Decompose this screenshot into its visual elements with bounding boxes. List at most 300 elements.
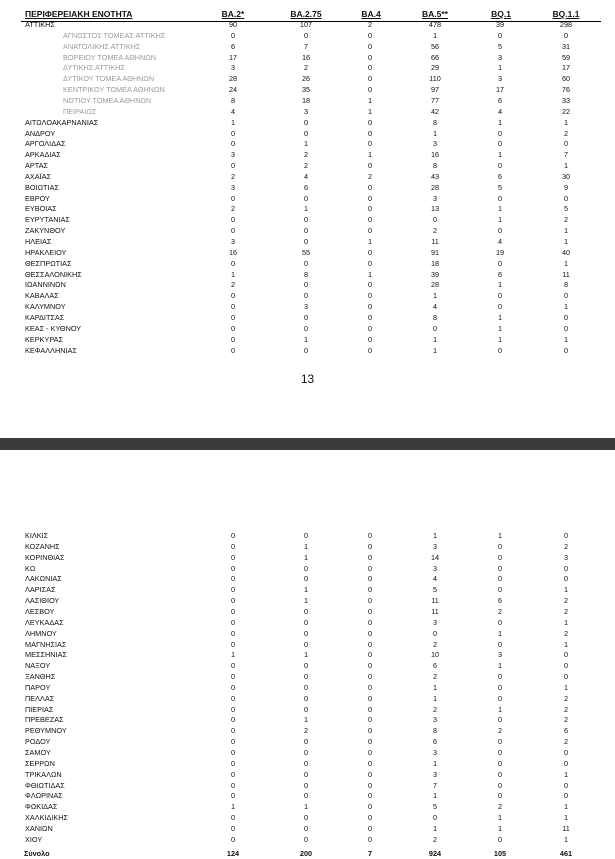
cell-value: 4 bbox=[497, 237, 503, 246]
region-name: ΠΑΡΟΥ bbox=[25, 682, 51, 692]
cell-value: 5 bbox=[432, 585, 438, 595]
cell-value: 0 bbox=[230, 737, 236, 747]
region-name: ΒΟΡΕΙΟΥ ΤΟΜΕΑ ΑΘΗΝΩΝ bbox=[63, 52, 157, 62]
table-row bbox=[0, 335, 615, 346]
cell-value: 0 bbox=[230, 128, 236, 138]
table-row bbox=[0, 585, 615, 596]
cell-value: 0 bbox=[367, 563, 373, 573]
cell-value: 0 bbox=[367, 182, 373, 192]
cell-value: 0 bbox=[230, 715, 236, 725]
cell-value: 1 bbox=[563, 617, 569, 627]
cell-value: 0 bbox=[230, 574, 236, 584]
cell-value: 0 bbox=[367, 139, 373, 149]
table-row bbox=[0, 129, 615, 140]
table-row bbox=[0, 302, 615, 313]
table-row bbox=[0, 824, 615, 835]
cell-value: 1 bbox=[497, 63, 503, 73]
region-name: ΛΕΣΒΟΥ bbox=[25, 606, 55, 616]
cell-value: 1 bbox=[303, 596, 309, 606]
table-row bbox=[0, 215, 615, 226]
region-name: ΛΑΣΙΘΙΟΥ bbox=[25, 596, 60, 606]
total-value: 7 bbox=[367, 848, 373, 858]
cell-value: 77 bbox=[430, 95, 440, 105]
cell-value: 0 bbox=[367, 780, 373, 790]
region-name: ΦΛΩΡΙΝΑΣ bbox=[25, 791, 63, 801]
cell-value: 2 bbox=[563, 704, 569, 714]
table-row bbox=[0, 96, 615, 107]
cell-value: 66 bbox=[430, 52, 440, 62]
page-number: 13 bbox=[300, 372, 315, 386]
cell-value: 0 bbox=[230, 291, 236, 301]
region-name: ΚΙΛΚΙΣ bbox=[25, 531, 49, 540]
cell-value: 1 bbox=[497, 150, 503, 160]
cell-value: 0 bbox=[497, 258, 503, 268]
cell-value: 1 bbox=[303, 334, 309, 344]
cell-value: 14 bbox=[430, 552, 440, 562]
region-name: ΜΕΣΣΗΝΙΑΣ bbox=[25, 650, 67, 660]
cell-value: 2 bbox=[563, 628, 569, 638]
cell-value: 3 bbox=[432, 769, 438, 779]
table-row bbox=[0, 672, 615, 683]
cell-value: 19 bbox=[495, 247, 505, 257]
cell-value: 0 bbox=[367, 606, 373, 616]
table-row bbox=[0, 280, 615, 291]
cell-value: 1 bbox=[230, 117, 236, 127]
cell-value: 0 bbox=[367, 661, 373, 671]
region-name: ΦΩΚΙΔΑΣ bbox=[25, 802, 58, 812]
cell-value: 0 bbox=[497, 737, 503, 747]
cell-value: 2 bbox=[432, 639, 438, 649]
cell-value: 1 bbox=[367, 150, 373, 160]
cell-value: 0 bbox=[367, 247, 373, 257]
cell-value: 0 bbox=[563, 563, 569, 573]
table-row bbox=[0, 650, 615, 661]
cell-value: 0 bbox=[230, 139, 236, 149]
cell-value: 0 bbox=[303, 704, 309, 714]
cell-value: 2 bbox=[563, 215, 569, 225]
cell-value: 0 bbox=[563, 748, 569, 757]
cell-value: 3 bbox=[497, 650, 503, 660]
table-row bbox=[0, 715, 615, 726]
cell-value: 90 bbox=[228, 20, 238, 29]
cell-value: 0 bbox=[497, 672, 503, 682]
table-row bbox=[0, 596, 615, 607]
cell-value: 0 bbox=[367, 672, 373, 682]
cell-value: 0 bbox=[497, 541, 503, 551]
cell-value: 0 bbox=[367, 585, 373, 595]
cell-value: 2 bbox=[230, 204, 236, 214]
cell-value: 1 bbox=[497, 823, 503, 833]
header-col-ba5: BA.5** bbox=[422, 9, 448, 19]
cell-value: 0 bbox=[563, 30, 569, 40]
cell-value: 0 bbox=[303, 661, 309, 671]
cell-value: 3 bbox=[432, 139, 438, 149]
cell-value: 1 bbox=[563, 334, 569, 344]
cell-value: 2 bbox=[432, 834, 438, 844]
cell-value: 0 bbox=[563, 193, 569, 203]
cell-value: 1 bbox=[563, 834, 569, 844]
cell-value: 2 bbox=[563, 693, 569, 703]
table-row bbox=[0, 683, 615, 694]
region-name: ΚΕΝΤΡΙΚΟΥ ΤΟΜΕΑ ΑΘΗΝΩΝ bbox=[63, 85, 165, 95]
cell-value: 0 bbox=[367, 541, 373, 551]
cell-value: 35 bbox=[301, 85, 311, 95]
cell-value: 0 bbox=[367, 63, 373, 73]
cell-value: 28 bbox=[430, 280, 440, 290]
cell-value: 0 bbox=[230, 823, 236, 833]
cell-value: 0 bbox=[497, 693, 503, 703]
region-name: ΠΙΕΡΙΑΣ bbox=[25, 704, 54, 714]
cell-value: 6 bbox=[432, 737, 438, 747]
table-row bbox=[0, 802, 615, 813]
region-name: ΕΥΡΥΤΑΝΙΑΣ bbox=[25, 215, 70, 225]
cell-value: 3 bbox=[432, 541, 438, 551]
region-name: ΘΕΣΣΑΛΟΝΙΚΗΣ bbox=[25, 269, 82, 279]
cell-value: 0 bbox=[367, 737, 373, 747]
cell-value: 1 bbox=[563, 237, 569, 246]
cell-value: 0 bbox=[367, 726, 373, 736]
cell-value: 0 bbox=[367, 85, 373, 95]
cell-value: 0 bbox=[563, 791, 569, 801]
cell-value: 1 bbox=[497, 323, 503, 333]
total-value: 200 bbox=[299, 848, 313, 858]
region-name: ΧΙΟΥ bbox=[25, 834, 43, 844]
cell-value: 0 bbox=[497, 639, 503, 649]
cell-value: 0 bbox=[303, 628, 309, 638]
cell-value: 6 bbox=[497, 269, 503, 279]
cell-value: 1 bbox=[303, 715, 309, 725]
cell-value: 2 bbox=[563, 737, 569, 747]
cell-value: 0 bbox=[303, 345, 309, 355]
cell-value: 0 bbox=[230, 834, 236, 844]
cell-value: 30 bbox=[561, 171, 571, 181]
cell-value: 0 bbox=[367, 628, 373, 638]
cell-value: 0 bbox=[497, 345, 503, 355]
cell-value: 0 bbox=[367, 193, 373, 203]
cell-value: 2 bbox=[432, 704, 438, 714]
region-name: ΔΥΤΙΚΗΣ ΑΤΤΙΚΗΣ bbox=[63, 63, 125, 73]
cell-value: 3 bbox=[230, 150, 236, 160]
cell-value: 2 bbox=[563, 541, 569, 551]
cell-value: 1 bbox=[432, 682, 438, 692]
table-row bbox=[0, 226, 615, 237]
cell-value: 2 bbox=[563, 606, 569, 616]
cell-value: 0 bbox=[303, 30, 309, 40]
cell-value: 7 bbox=[432, 780, 438, 790]
cell-value: 2 bbox=[497, 802, 503, 812]
cell-value: 16 bbox=[301, 52, 311, 62]
cell-value: 0 bbox=[230, 552, 236, 562]
cell-value: 0 bbox=[230, 758, 236, 768]
table-row bbox=[0, 705, 615, 716]
region-name: ΝΑΞΟΥ bbox=[25, 661, 51, 671]
cell-value: 0 bbox=[230, 726, 236, 736]
cell-value: 0 bbox=[230, 639, 236, 649]
cell-value: 39 bbox=[495, 20, 505, 29]
cell-value: 0 bbox=[303, 606, 309, 616]
cell-value: 10 bbox=[430, 650, 440, 660]
cell-value: 1 bbox=[432, 291, 438, 301]
document-page-bottom bbox=[0, 450, 615, 858]
cell-value: 0 bbox=[230, 334, 236, 344]
cell-value: 8 bbox=[563, 280, 569, 290]
region-name: ΑΧΑΪΑΣ bbox=[25, 171, 52, 181]
cell-value: 0 bbox=[367, 650, 373, 660]
cell-value: 0 bbox=[303, 617, 309, 627]
table-row bbox=[0, 150, 615, 161]
cell-value: 0 bbox=[367, 693, 373, 703]
cell-value: 0 bbox=[303, 823, 309, 833]
region-name: ΑΡΤΑΣ bbox=[25, 161, 49, 171]
cell-value: 0 bbox=[303, 563, 309, 573]
cell-value: 2 bbox=[497, 726, 503, 736]
table-row bbox=[0, 346, 615, 357]
cell-value: 1 bbox=[563, 802, 569, 812]
cell-value: 0 bbox=[497, 128, 503, 138]
cell-value: 0 bbox=[303, 193, 309, 203]
cell-value: 11 bbox=[562, 823, 570, 833]
cell-value: 0 bbox=[367, 704, 373, 714]
table-row bbox=[0, 161, 615, 172]
cell-value: 1 bbox=[432, 334, 438, 344]
cell-value: 1 bbox=[230, 802, 236, 812]
cell-value: 0 bbox=[563, 323, 569, 333]
cell-value: 6 bbox=[497, 95, 503, 105]
cell-value: 0 bbox=[230, 258, 236, 268]
region-name: ΚΑΡΔΙΤΣΑΣ bbox=[25, 312, 65, 322]
table-row bbox=[0, 63, 615, 74]
cell-value: 1 bbox=[563, 161, 569, 171]
cell-value: 1 bbox=[303, 650, 309, 660]
cell-value: 2 bbox=[303, 161, 309, 171]
region-name: ΡΕΘΥΜΝΟΥ bbox=[25, 726, 67, 736]
cell-value: 76 bbox=[561, 85, 571, 95]
cell-value: 0 bbox=[303, 531, 309, 540]
cell-value: 0 bbox=[303, 226, 309, 236]
cell-value: 1 bbox=[563, 682, 569, 692]
region-name: ΑΓΝΩΣΤΟΣ ΤΟΜΕΑΣ ΑΤΤΙΚΗΣ bbox=[63, 30, 166, 40]
cell-value: 0 bbox=[367, 834, 373, 844]
cell-value: 0 bbox=[367, 204, 373, 214]
cell-value: 0 bbox=[230, 161, 236, 171]
cell-value: 0 bbox=[367, 302, 373, 312]
cell-value: 2 bbox=[303, 150, 309, 160]
cell-value: 0 bbox=[497, 748, 503, 757]
cell-value: 3 bbox=[432, 748, 438, 757]
cell-value: 16 bbox=[228, 247, 238, 257]
cell-value: 0 bbox=[303, 672, 309, 682]
table-row bbox=[0, 248, 615, 259]
cell-value: 0 bbox=[367, 74, 373, 84]
region-name: ΛΗΜΝΟΥ bbox=[25, 628, 57, 638]
cell-value: 1 bbox=[303, 552, 309, 562]
table-row bbox=[0, 107, 615, 118]
cell-value: 0 bbox=[303, 769, 309, 779]
cell-value: 26 bbox=[301, 74, 311, 84]
region-name: ΖΑΚΥΝΘΟΥ bbox=[25, 226, 66, 236]
table-row bbox=[0, 661, 615, 672]
cell-value: 11 bbox=[431, 237, 439, 246]
cell-value: 0 bbox=[230, 541, 236, 551]
cell-value: 0 bbox=[230, 617, 236, 627]
cell-value: 0 bbox=[367, 345, 373, 355]
cell-value: 4 bbox=[432, 302, 438, 312]
cell-value: 0 bbox=[563, 531, 569, 540]
cell-value: 0 bbox=[367, 291, 373, 301]
region-name: ΛΑΡΙΣΑΣ bbox=[25, 585, 56, 595]
cell-value: 0 bbox=[303, 237, 309, 246]
cell-value: 0 bbox=[230, 531, 236, 540]
cell-value: 0 bbox=[497, 758, 503, 768]
cell-value: 11 bbox=[431, 606, 439, 616]
cell-value: 1 bbox=[497, 280, 503, 290]
cell-value: 0 bbox=[230, 606, 236, 616]
cell-value: 0 bbox=[230, 748, 236, 757]
cell-value: 3 bbox=[230, 237, 236, 246]
cell-value: 0 bbox=[230, 780, 236, 790]
cell-value: 8 bbox=[230, 95, 236, 105]
table-row bbox=[0, 270, 615, 281]
table-row bbox=[0, 553, 615, 564]
cell-value: 2 bbox=[432, 226, 438, 236]
table-row bbox=[0, 770, 615, 781]
table-row bbox=[0, 737, 615, 748]
cell-value: 0 bbox=[497, 791, 503, 801]
region-name: ΚΩ bbox=[25, 563, 36, 573]
cell-value: 1 bbox=[563, 226, 569, 236]
cell-value: 29 bbox=[430, 63, 440, 73]
region-name: ΚΟΡΙΝΘΙΑΣ bbox=[25, 552, 65, 562]
region-name: ΤΡΙΚΑΛΩΝ bbox=[25, 769, 62, 779]
cell-value: 1 bbox=[563, 117, 569, 127]
cell-value: 0 bbox=[367, 823, 373, 833]
cell-value: 0 bbox=[367, 280, 373, 290]
cell-value: 0 bbox=[303, 834, 309, 844]
cell-value: 56 bbox=[430, 41, 440, 51]
cell-value: 1 bbox=[497, 117, 503, 127]
cell-value: 0 bbox=[303, 117, 309, 127]
table-row bbox=[0, 748, 615, 759]
region-name: ΝΟΤΙΟΥ ΤΟΜΕΑ ΑΘΗΝΩΝ bbox=[63, 95, 152, 105]
region-name: ΑΡΓΟΛΙΔΑΣ bbox=[25, 139, 66, 149]
cell-value: 1 bbox=[367, 106, 373, 116]
cell-value: 6 bbox=[497, 171, 503, 181]
region-name: ΠΡΕΒΕΖΑΣ bbox=[25, 715, 64, 725]
cell-value: 2 bbox=[367, 171, 373, 181]
total-row bbox=[0, 849, 615, 859]
cell-value: 1 bbox=[563, 302, 569, 312]
region-name: ΦΘΙΩΤΙΔΑΣ bbox=[25, 780, 65, 790]
cell-value: 110 bbox=[429, 74, 441, 84]
table-row bbox=[0, 564, 615, 575]
cell-value: 1 bbox=[563, 258, 569, 268]
cell-value: 5 bbox=[563, 204, 569, 214]
cell-value: 3 bbox=[230, 63, 236, 73]
table-row bbox=[0, 640, 615, 651]
cell-value: 0 bbox=[303, 758, 309, 768]
region-name: ΞΑΝΘΗΣ bbox=[25, 672, 56, 682]
cell-value: 0 bbox=[303, 639, 309, 649]
cell-value: 0 bbox=[367, 52, 373, 62]
region-name: ΚΕΦΑΛΛΗΝΙΑΣ bbox=[25, 345, 77, 355]
cell-value: 1 bbox=[497, 312, 503, 322]
cell-value: 17 bbox=[495, 85, 505, 95]
cell-value: 1 bbox=[432, 758, 438, 768]
cell-value: 8 bbox=[432, 312, 438, 322]
table-row bbox=[0, 42, 615, 53]
cell-value: 0 bbox=[303, 791, 309, 801]
cell-value: 1 bbox=[432, 30, 438, 40]
cell-value: 0 bbox=[230, 672, 236, 682]
cell-value: 0 bbox=[497, 139, 503, 149]
cell-value: 1 bbox=[497, 204, 503, 214]
cell-value: 22 bbox=[561, 106, 571, 116]
cell-value: 0 bbox=[497, 563, 503, 573]
cell-value: 3 bbox=[497, 52, 503, 62]
table-row bbox=[0, 259, 615, 270]
table-row bbox=[0, 531, 615, 542]
cell-value: 107 bbox=[299, 20, 313, 29]
cell-value: 1 bbox=[497, 661, 503, 671]
table-row bbox=[0, 791, 615, 802]
cell-value: 0 bbox=[432, 215, 438, 225]
cell-value: 0 bbox=[230, 226, 236, 236]
total-label: Σύνολο bbox=[24, 848, 50, 858]
cell-value: 0 bbox=[497, 30, 503, 40]
header-col-ba4: BA.4 bbox=[361, 9, 381, 19]
cell-value: 0 bbox=[497, 682, 503, 692]
table-row bbox=[0, 139, 615, 150]
region-name: ΚΑΛΥΜΝΟΥ bbox=[25, 302, 66, 312]
region-name: ΛΕΥΚΑΔΑΣ bbox=[25, 617, 64, 627]
region-name: ΕΥΒΟΙΑΣ bbox=[25, 204, 57, 214]
cell-value: 0 bbox=[563, 574, 569, 584]
cell-value: 1 bbox=[303, 204, 309, 214]
region-name: ΠΕΛΛΑΣ bbox=[25, 693, 55, 703]
cell-value: 3 bbox=[432, 193, 438, 203]
cell-value: 0 bbox=[303, 682, 309, 692]
cell-value: 0 bbox=[367, 128, 373, 138]
cell-value: 42 bbox=[430, 106, 440, 116]
cell-value: 1 bbox=[432, 345, 438, 355]
cell-value: 0 bbox=[367, 30, 373, 40]
cell-value: 0 bbox=[303, 574, 309, 584]
cell-value: 8 bbox=[432, 117, 438, 127]
cell-value: 0 bbox=[230, 682, 236, 692]
cell-value: 6 bbox=[230, 41, 236, 51]
cell-value: 1 bbox=[432, 531, 438, 540]
cell-value: 4 bbox=[432, 574, 438, 584]
cell-value: 6 bbox=[497, 596, 503, 606]
cell-value: 0 bbox=[497, 834, 503, 844]
total-value: 924 bbox=[428, 848, 442, 858]
cell-value: 31 bbox=[561, 41, 571, 51]
cell-value: 1 bbox=[230, 269, 236, 279]
cell-value: 1 bbox=[367, 269, 373, 279]
cell-value: 91 bbox=[430, 247, 440, 257]
cell-value: 0 bbox=[367, 682, 373, 692]
cell-value: 1 bbox=[563, 585, 569, 595]
table-row bbox=[0, 74, 615, 85]
region-name: ΒΟΙΩΤΙΑΣ bbox=[25, 182, 59, 192]
cell-value: 0 bbox=[367, 639, 373, 649]
region-name: ΚΑΒΑΛΑΣ bbox=[25, 291, 59, 301]
region-name: ΑΝΔΡΟΥ bbox=[25, 128, 56, 138]
table-row bbox=[0, 574, 615, 585]
cell-value: 1 bbox=[432, 128, 438, 138]
cell-value: 0 bbox=[497, 585, 503, 595]
cell-value: 0 bbox=[303, 748, 309, 757]
